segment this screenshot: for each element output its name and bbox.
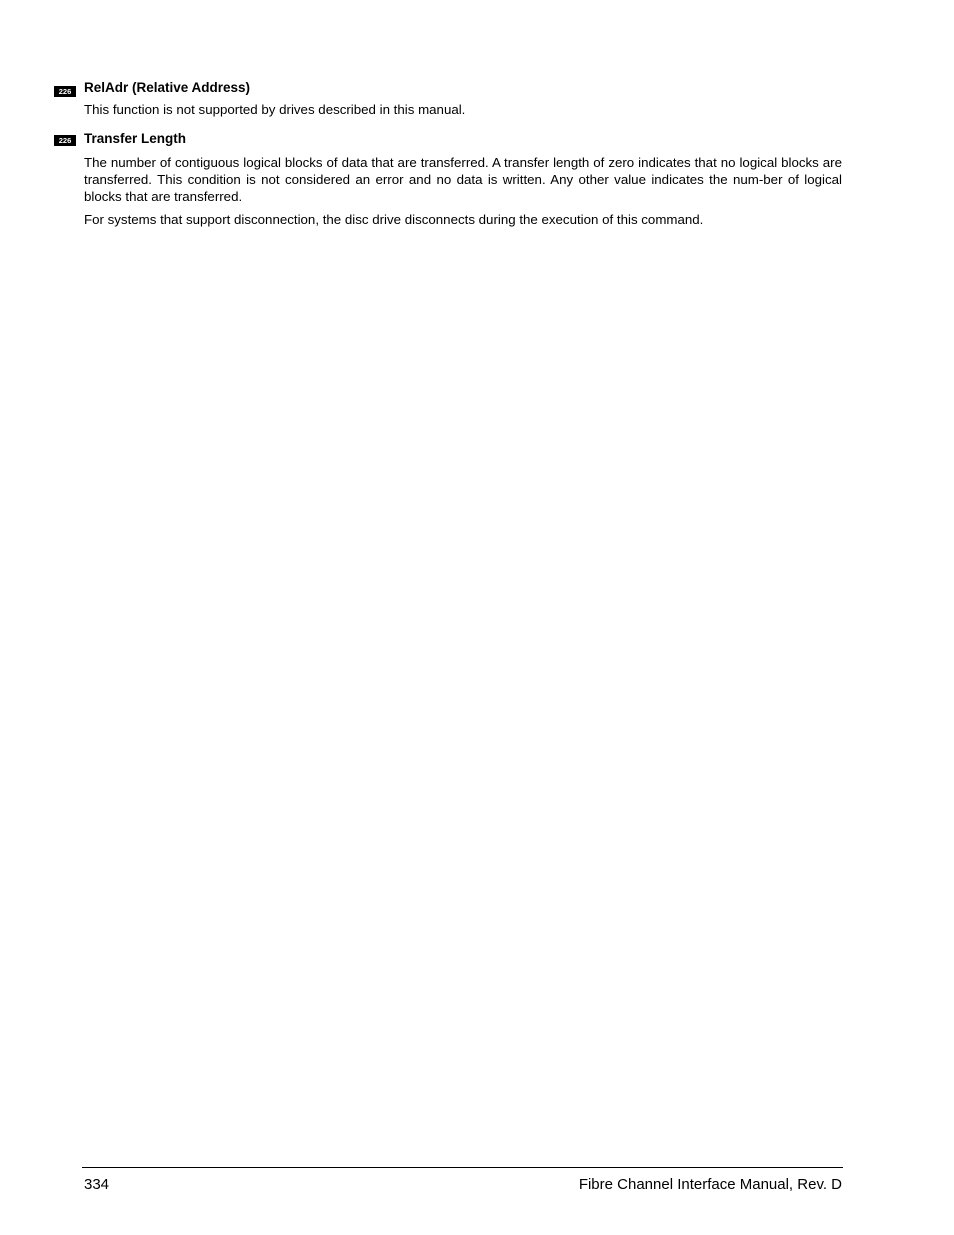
section-heading: RelAdr (Relative Address)	[84, 80, 251, 95]
section-paragraph: The number of contiguous logical blocks of data that are transferred. A transfer length of zero indicates that no logical blocks are transferred. This condition is not considered an error and no data is written. Any other value indicates the num-ber of logical blocks that are transferred.	[84, 155, 842, 204]
section-transfer-length	[84, 130, 842, 228]
section-reladr	[84, 79, 842, 118]
footer-divider	[82, 1167, 843, 1168]
footer-page-number: 334	[84, 1176, 110, 1193]
section-badge: 226	[54, 86, 76, 97]
section-paragraph: For systems that support disconnection, the disc drive disconnects during the execution of this command.	[84, 212, 704, 227]
section-badge: 226	[54, 135, 76, 146]
footer-document-title: Fibre Channel Interface Manual, Rev. D	[578, 1176, 842, 1193]
section-paragraph: This function is not supported by drives described in this manual.	[84, 102, 466, 117]
section-heading: Transfer Length	[84, 131, 187, 146]
